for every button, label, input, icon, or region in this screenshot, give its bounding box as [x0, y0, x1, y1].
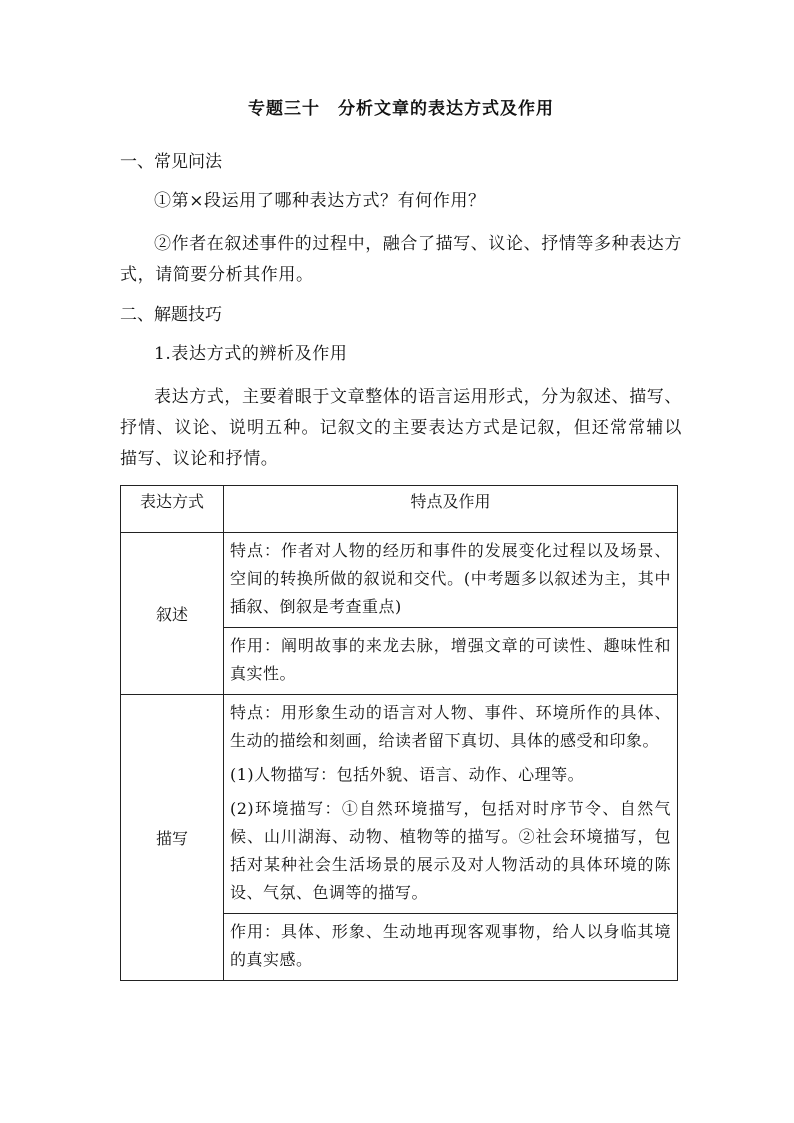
subheading-expression-modes: 1.表达方式的辨析及作用	[154, 344, 348, 364]
table-header-mode: 表达方式	[121, 486, 224, 533]
description-environment-text: (2)环境描写：①自然环境描写，包括对时序节令、自然气候、山川湖海、动物、植物等的描写。②社会环境描写，包括对某种社会生活场景的展示及对人物活动的具体环境的陈设、气氛、色调等的描写。	[230, 799, 671, 902]
question-item-1: ①第×段运用了哪种表达方式？有何作用？	[154, 191, 486, 211]
section-heading-techniques: 二、解题技巧	[120, 305, 222, 325]
narration-feature-text: 特点：作者对人物的经历和事件的发展变化过程以及场景、空间的转换所做的叙说和交代。(中考题多以叙述为主，其中插叙、倒叙是考查重点)	[230, 541, 671, 616]
narration-feature-cell	[224, 533, 678, 628]
table-row-narration	[121, 533, 678, 628]
narration-effect-text: 作用：阐明故事的来龙去脉，增强文章的可读性、趣味性和真实性。	[230, 636, 671, 683]
question-item-2: ②作者在叙述事件的过程中，融合了描写、议论、抒情等多种表达方式，请简要分析其作用。	[120, 234, 682, 285]
intro-paragraph: 表达方式，主要着眼于文章整体的语言运用形式，分为叙述、描写、抒情、议论、说明五种。记叙文的主要表达方式是记叙，但还常常辅以描写、议论和抒情。	[120, 387, 682, 469]
table-header-feature: 特点及作用	[224, 486, 678, 533]
expression-modes-table	[120, 485, 678, 981]
mode-name-narration: 叙述	[121, 533, 224, 695]
section-heading-common-questions: 一、常见问法	[120, 152, 222, 172]
description-character-text: (1)人物描写：包括外貌、语言、动作、心理等。	[230, 765, 585, 784]
table-header-row	[121, 486, 678, 533]
description-feature-cell	[224, 695, 678, 914]
document-page	[120, 92, 682, 981]
table-row-description	[121, 695, 678, 914]
page-title: 专题三十 分析文章的表达方式及作用	[248, 99, 554, 119]
mode-name-description: 描写	[121, 695, 224, 981]
description-effect-text: 作用：具体、形象、生动地再现客观事物，给人以身临其境的真实感。	[230, 922, 671, 969]
description-effect-cell	[224, 914, 678, 981]
narration-effect-cell	[224, 628, 678, 695]
description-feature-text: 特点：用形象生动的语言对人物、事件、环境所作的具体、生动的描绘和刻画，给读者留下真切、具体的感受和印象。	[230, 703, 671, 750]
